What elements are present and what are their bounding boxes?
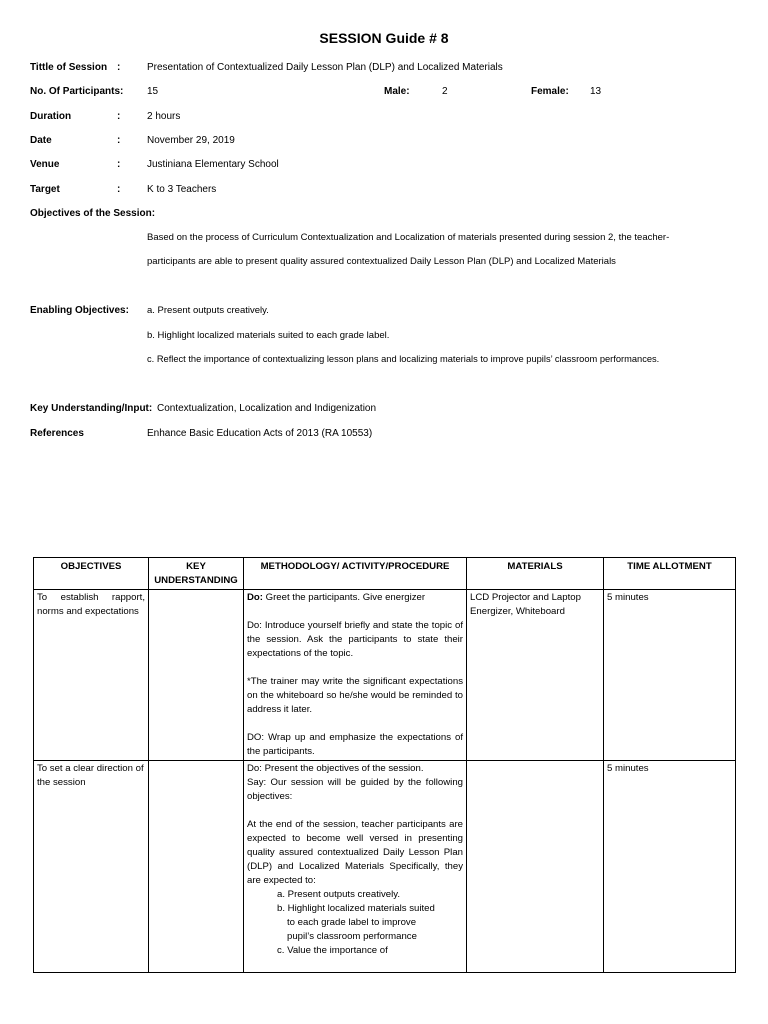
header-objectives: OBJECTIVES [34, 558, 149, 590]
key-understanding-cell [149, 590, 244, 761]
colon: : [117, 184, 121, 195]
table-row [34, 590, 736, 761]
female-value: 13 [590, 86, 602, 97]
header-methodology: METHODOLOGY/ ACTIVITY/PROCEDURE [244, 558, 467, 590]
references-label: References [30, 428, 84, 439]
date-value: November 29, 2019 [147, 135, 235, 146]
target-label: Target [30, 184, 60, 195]
methodology-step: Do: Introduce yourself briefly and state the topic of the session. Ask the participants to state their expectations of the topic. [247, 620, 463, 659]
methodology-cell [244, 761, 467, 973]
time-cell: 5 minutes [604, 761, 736, 973]
session-table [33, 557, 736, 973]
colon: : [117, 111, 121, 122]
methodology-step: At the end of the session, teacher participants are expected to become well versed in presenting quality assured contextualized Daily Lesson Plan (DLP) and Localized Materials Specifically, they are expected to: [247, 819, 463, 886]
do-label: Do: [247, 592, 263, 603]
header-time-allotment: TIME ALLOTMENT [604, 558, 736, 590]
time-cell: 5 minutes [604, 590, 736, 761]
enabling-objective-a: a. Present outputs creatively. [147, 305, 269, 316]
venue-label: Venue [30, 159, 60, 170]
header-key-understanding: KEY UNDERSTANDING [149, 558, 244, 590]
references-value: Enhance Basic Education Acts of 2013 (RA 10553) [147, 428, 373, 439]
colon: : [117, 135, 121, 146]
session-value: Presentation of Contextualized Daily Lesson Plan (DLP) and Localized Materials [147, 62, 503, 73]
methodology-step: Do: Present the objectives of the session. [247, 763, 424, 774]
table-row [34, 761, 736, 973]
colon: : [117, 159, 121, 170]
table-header-row [34, 558, 736, 590]
list-item: to each grade label to improve [287, 917, 417, 928]
objectives-label: Objectives of the Session: [30, 208, 156, 219]
key-understanding-value: Contextualization, Localization and Indigenization [157, 403, 377, 414]
header-materials: MATERIALS [467, 558, 604, 590]
enabling-objective-b: b. Highlight localized materials suited to each grade label. [147, 330, 390, 341]
methodology-step: Say: Our session will be guided by the following objectives: [247, 777, 463, 802]
methodology-cell [244, 590, 467, 761]
methodology-step: *The trainer may write the significant expectations on the whiteboard so he/she would be reminded to address it later. [247, 676, 463, 715]
participants-label: No. Of Participants: [30, 86, 124, 97]
materials-cell: LCD Projector and Laptop Energizer, Whiteboard [467, 590, 604, 761]
materials-cell [467, 761, 604, 973]
male-label: Male: [384, 86, 410, 97]
list-item: a. Present outputs creatively. [277, 889, 401, 900]
session-label: Tittle of Session [30, 62, 108, 73]
objectives-text [147, 226, 747, 274]
list-item: b. Highlight localized materials suited [277, 903, 435, 914]
male-value: 2 [442, 86, 448, 97]
date-label: Date [30, 135, 52, 146]
key-understanding-cell [149, 761, 244, 973]
duration-label: Duration [30, 111, 72, 122]
objective-cell: To establish rapport, norms and expectations [34, 590, 149, 761]
objectives-line-1: Based on the process of Curriculum Contextualization and Localization of materials presented during session 2, the teacher- [147, 232, 670, 243]
venue-value: Justiniana Elementary School [147, 159, 279, 170]
duration-value: 2 hours [147, 111, 181, 122]
key-understanding-label: Key Understanding/Input: [30, 403, 153, 414]
objectives-line-2: participants are able to present quality assured contextualized Daily Lesson Plan (DLP) and Localized Materials [147, 256, 616, 267]
enabling-objectives-label: Enabling Objectives: [30, 305, 129, 316]
objective-cell: To set a clear direction of the session [34, 761, 149, 973]
participants-value: 15 [147, 86, 159, 97]
enabling-objective-c: c. Reflect the importance of contextualizing lesson plans and localizing materials to improve pupils’ classroom performances. [147, 354, 660, 364]
methodology-step [247, 591, 463, 605]
document-title: SESSION Guide # 8 [319, 30, 449, 46]
target-value: K to 3 Teachers [147, 184, 217, 195]
methodology-step: DO: Wrap up and emphasize the expectations of the participants. [247, 732, 463, 757]
list-item: pupil’s classroom performance [287, 931, 417, 942]
colon: : [117, 62, 121, 73]
list-item: c. Value the importance of [277, 945, 388, 956]
methodology-text: Greet the participants. Give energizer [262, 592, 426, 603]
female-label: Female: [531, 86, 569, 97]
